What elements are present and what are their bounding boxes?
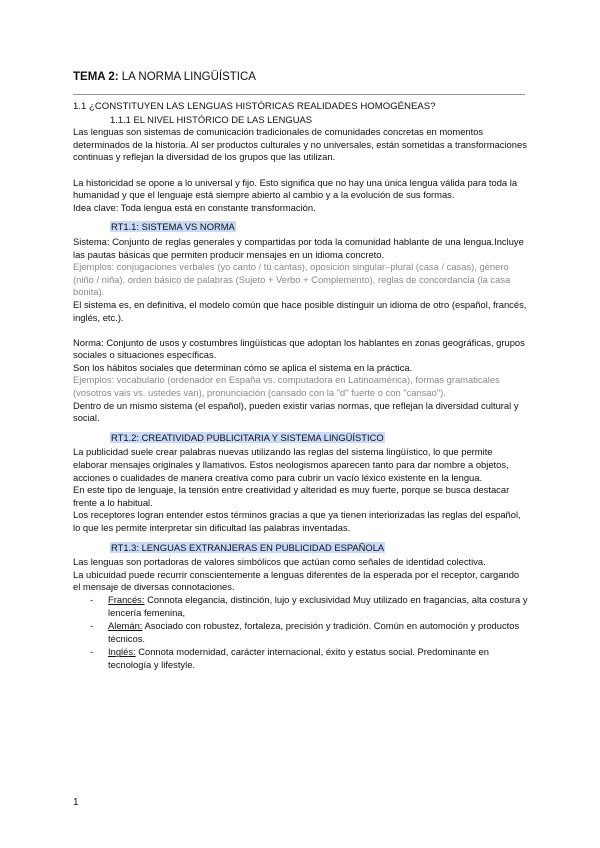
paragraph: Dentro de un mismo sistema (el español), pueden existir varias normas, que reflejan la diversidad cultural y social.	[73, 399, 519, 424]
paragraph: Los receptores logran entender estos términos gracias a que ya tienen interiorizadas las reglas del español, lo que les permite interpretar sin dificultad las palabras inventadas.	[73, 509, 521, 533]
paragraph: La historicidad se opone a lo universal y fijo. Esto significa que no hay una única lengua válida para toda la humanidad y que el lenguaje está siempre abierto al cambio y a la evolución de sus formas.	[73, 176, 518, 201]
page-number: 1	[73, 797, 79, 808]
section-heading-rt12: RT1.2: CREATIVIDAD PUBLICITARIA Y SISTEMA LINGÜÍSTICO	[111, 431, 384, 443]
paragraph: Norma: Conjunto de usos y costumbres lingüísticas que adoptan los hablantes en zonas geográficas, grupos sociales o situaciones específicas.	[73, 336, 525, 361]
title-text: LA NORMA LINGÜÍSTICA	[118, 71, 256, 83]
section-heading-rt13: RT1.3: LENGUAS EXTRANJERAS EN PUBLICIDAD ESPAÑOLA	[111, 541, 385, 553]
list-item: - Inglés: Connota modernidad, carácter internacional, éxito y estatus social. Predominante en tecnología y lifestyle.	[90, 646, 489, 670]
list-item: - Francés: Connota elegancia, distinción, lujo y exclusividad Muy utilizado en fragancias, alta costura y lencería femenina,	[90, 593, 528, 618]
paragraph: La publicidad suele crear palabras nuevas utilizando las reglas del sistema lingüístico, lo que permite elaborar mensajes originales y llamativos. Estos neologismos aparecen tanto para dar nombre a objetos, acciones o cualidades de manera creativa como para cubrir un vacío léxico existente en la lengua.	[73, 446, 509, 483]
paragraph: Las lenguas son portadoras de valores simbólicos que actúan como señales de identidad colectiva.	[73, 556, 486, 568]
paragraph: Las lenguas son sistemas de comunicación tradicionales de comunidades concretas en momentos determinados de la historia. Al ser productos culturales y no universales, están sometidas a transformaciones continuas y reflejan la diversidad de los grupos que las utilizan.	[73, 126, 527, 163]
heading-1-1-1: 1.1.1 EL NIVEL HISTÓRICO DE LAS LENGUAS	[110, 113, 312, 125]
page-title	[73, 70, 256, 84]
paragraph: La ubicuidad puede recurrir conscientemente a lenguas diferentes de la esperada por el receptor, cargando el mensaje de diversas connotaciones.	[73, 568, 520, 593]
section-heading-rt11: RT1.1: SISTEMA VS NORMA	[111, 221, 235, 233]
main-content	[73, 101, 528, 673]
title-divider	[73, 94, 525, 95]
paragraph: Son los hábitos sociales que determinan cómo se aplica el sistema en la práctica.	[73, 361, 413, 373]
examples-text: Ejemplos: vocabulario (ordenador en España vs. computadora en Latinoamérica), formas gramaticales (vosotros vais vs. ustedes van), pronunciación (cansado con la "d" fuerte o con "cansao").	[73, 374, 500, 399]
examples-text: Ejemplos: conjugaciones verbales (yo canto / tú cantas), oposición singular–plural (casa / casas), género (niño / niña), orden básico de palabras (Sujeto + Verbo + Complemento), reglas de concordancia (la casa bonita).	[73, 261, 511, 298]
key-idea: Idea clave: Toda lengua está en constante transformación.	[73, 201, 316, 213]
heading-1-1: 1.1 ¿CONSTITUYEN LAS LENGUAS HISTÓRICAS REALIDADES HOMOGÉNEAS?	[73, 101, 436, 112]
paragraph: En este tipo de lenguaje, la tensión entre creatividad y alteridad es muy fuerte, porque se busca destacar frente a lo habitual.	[73, 484, 510, 508]
title-bold: TEMA 2:	[73, 71, 119, 83]
language-list	[73, 594, 528, 672]
list-item: - Alemán: Asociado con robustez, fortaleza, precisión y tradición. Común en automoción y productos técnicos.	[90, 620, 520, 644]
paragraph: Sistema: Conjunto de reglas generales y compartidas por toda la comunidad hablante de una lengua.Incluye las pautas básicas que permiten producir mensajes en un idioma concreto.	[73, 235, 524, 260]
paragraph: El sistema es, en definitiva, el modelo común que hace posible distinguir un idioma de otro (español, francés, inglés, etc.).	[73, 298, 527, 323]
